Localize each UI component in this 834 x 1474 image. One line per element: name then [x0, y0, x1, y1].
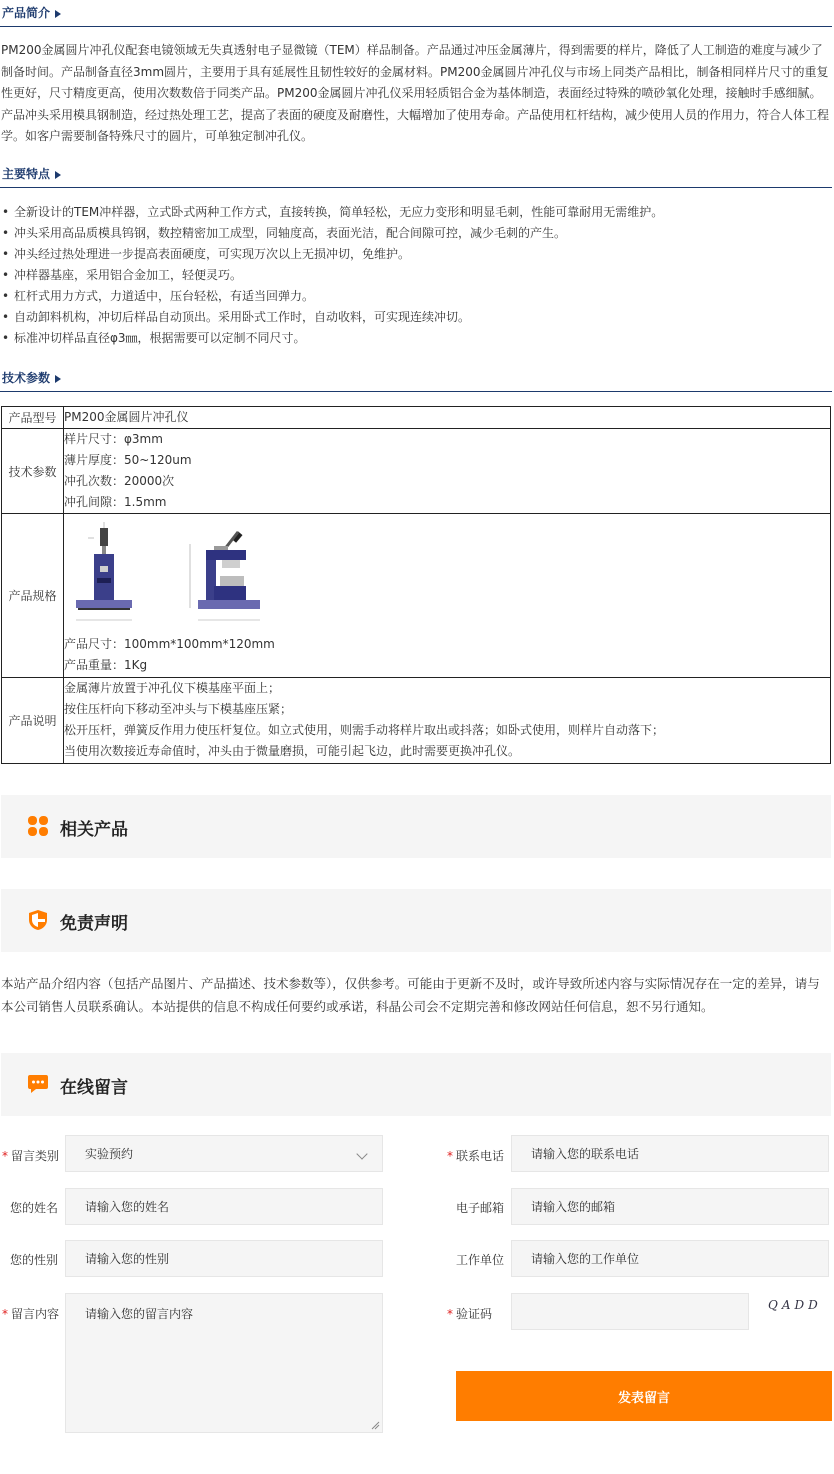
message-textarea[interactable]: 请输入您的留言内容 [65, 1293, 383, 1433]
email-label: 电子邮箱 [456, 1201, 505, 1215]
usage-line: 当使用次数接近寿命值时，冲头由于微量磨损，可能引起飞边，此时需要更换冲孔仪。 [64, 744, 521, 758]
spec-value [64, 678, 831, 764]
spec-table [1, 406, 831, 764]
usage-line: 按住压杆向下移动至冲头与下模基座压紧； [64, 702, 293, 716]
size-line: 产品重量：1Kg [64, 658, 148, 672]
spec-value: PM200金属圆片冲孔仪 [64, 407, 831, 429]
param-line: 冲孔次数：20000次 [64, 474, 175, 488]
product-drawing [64, 516, 264, 634]
spec-key: 产品规格 [2, 514, 64, 678]
param-line: 样片尺寸：φ3mm [64, 432, 163, 446]
name-label: 您的姓名 [10, 1201, 59, 1215]
chat-bubble-icon [27, 1073, 49, 1095]
table-row [2, 678, 831, 764]
email-input[interactable]: 请输入您的邮箱 [511, 1188, 829, 1225]
specs-title: 技术参数 [2, 369, 61, 386]
intro-section-header [0, 0, 832, 27]
resize-handle-icon[interactable] [371, 1421, 380, 1430]
intro-text: PM200金属圆片冲孔仪配套电镜领域无失真透射电子显微镜（TEM）样品制备。产品通过冲压金属薄片，得到需要的样片，降低了人工制造的难度与减少了制备时间。产品制备直径3mm圆片，主要用于具有延展性且韧性较好的金属材料。PM200金属圆片冲孔仪与市场上同类产品相比，制备相同样片尺寸的重复性更好，尺寸精度更高，使用次数数倍于同类产品。PM200金属圆片冲孔仪采用轻质铝合金为基体制造，表面经过特殊的喷砂氧化处理，接触时手感细腻。产品冲头采用模具钢制造，经过热处理工艺，提高了表面的硬度及耐磨性，大幅增加了使用寿命。产品使用杠杆结构，减少使用人员的作用力，符合人体工程学。如客户需要制备特殊尺寸的圆片，可单独定制冲孔仪。 [1, 43, 830, 143]
features-list [0, 202, 830, 349]
intro-title: 产品简介 [2, 4, 61, 21]
size-line: 产品尺寸：100mm*100mm*120mm [64, 637, 275, 651]
captcha-image[interactable]: QADD [768, 1298, 822, 1312]
name-input[interactable]: 请输入您的姓名 [65, 1188, 383, 1225]
side-view-drawing [190, 531, 260, 620]
param-line: 薄片厚度：50~120um [64, 453, 192, 467]
disclaimer-text: 本站产品介绍内容（包括产品图片、产品描述、技术参数等），仅供参考。可能由于更新不及时，或许导致所述内容与实际情况存在一定的差异，请与本公司销售人员联系确认。本站提供的信息不构成任何要约或承诺，科晶公司会不定期完善和修改网站任何信息，恕不另行通知。 [1, 976, 820, 1014]
disclaimer-header [1, 889, 831, 952]
features-title: 主要特点 [2, 165, 61, 182]
feature-item: • 自动卸料机构，冲切后样品自动顶出。采用卧式工作时，自动收料，可实现连续冲切。 [0, 307, 830, 328]
related-title: 相关产品 [60, 820, 128, 840]
company-label: 工作单位 [456, 1253, 505, 1267]
related-products-header [1, 795, 831, 858]
form-title: 在线留言 [60, 1078, 128, 1098]
table-row [2, 514, 831, 678]
feature-item: • 标准冲切样品直径φ3㎜，根据需要可以定制不同尺寸。 [0, 328, 830, 349]
submit-button[interactable]: 发表留言 [456, 1371, 832, 1421]
spec-value [64, 429, 831, 514]
feature-item: • 冲头采用高品质模具钨钢，数控精密加工成型，同轴度高，表面光洁，配合间隙可控，减少毛刺的产生。 [0, 223, 830, 244]
feature-item: • 冲头经过热处理进一步提高表面硬度，可实现万次以上无损冲切，免维护。 [0, 244, 830, 265]
category-select[interactable]: 实验预约 [65, 1135, 383, 1172]
phone-input[interactable]: 请输入您的联系电话 [511, 1135, 829, 1172]
specs-section-header [0, 365, 832, 392]
spec-key: 产品说明 [2, 678, 64, 764]
spec-key: 技术参数 [2, 429, 64, 514]
captcha-label: * 验证码 [447, 1307, 493, 1321]
message-label: * 留言内容 [2, 1307, 60, 1321]
feature-item: • 全新设计的TEM冲样器，立式卧式两种工作方式，直接转换，简单轻松，无应力变形和明显毛刺，性能可靠耐用无需维护。 [0, 202, 830, 223]
shield-icon [27, 909, 49, 931]
gender-input[interactable]: 请输入您的性别 [65, 1240, 383, 1277]
features-section-header [0, 161, 832, 188]
company-input[interactable]: 请输入您的工作单位 [511, 1240, 829, 1277]
usage-line: 松开压杆，弹簧反作用力使压杆复位。如立式使用，则需手动将样片取出或抖落；如卧式使用，则样片自动落下； [64, 723, 665, 737]
four-petal-icon [27, 815, 49, 837]
feature-item: • 冲样器基座，采用铝合金加工，轻便灵巧。 [0, 265, 830, 286]
param-line: 冲孔间隙：1.5mm [64, 495, 167, 509]
table-row [2, 429, 831, 514]
spec-key: 产品型号 [2, 407, 64, 429]
gender-label: 您的性别 [10, 1253, 59, 1267]
disclaimer-title: 免责声明 [60, 914, 128, 934]
feature-item: • 杠杆式用力方式，力道适中，压台轻松，有适当回弹力。 [0, 286, 830, 307]
message-form-header [1, 1053, 831, 1116]
category-label: * 留言类别 [2, 1149, 60, 1163]
captcha-input[interactable] [511, 1293, 749, 1330]
table-row [2, 407, 831, 429]
front-view-drawing [76, 522, 132, 620]
chevron-down-icon [356, 1148, 367, 1159]
phone-label: * 联系电话 [447, 1149, 505, 1163]
spec-value [64, 514, 831, 678]
usage-line: 金属薄片放置于冲孔仪下模基座平面上； [64, 681, 281, 695]
